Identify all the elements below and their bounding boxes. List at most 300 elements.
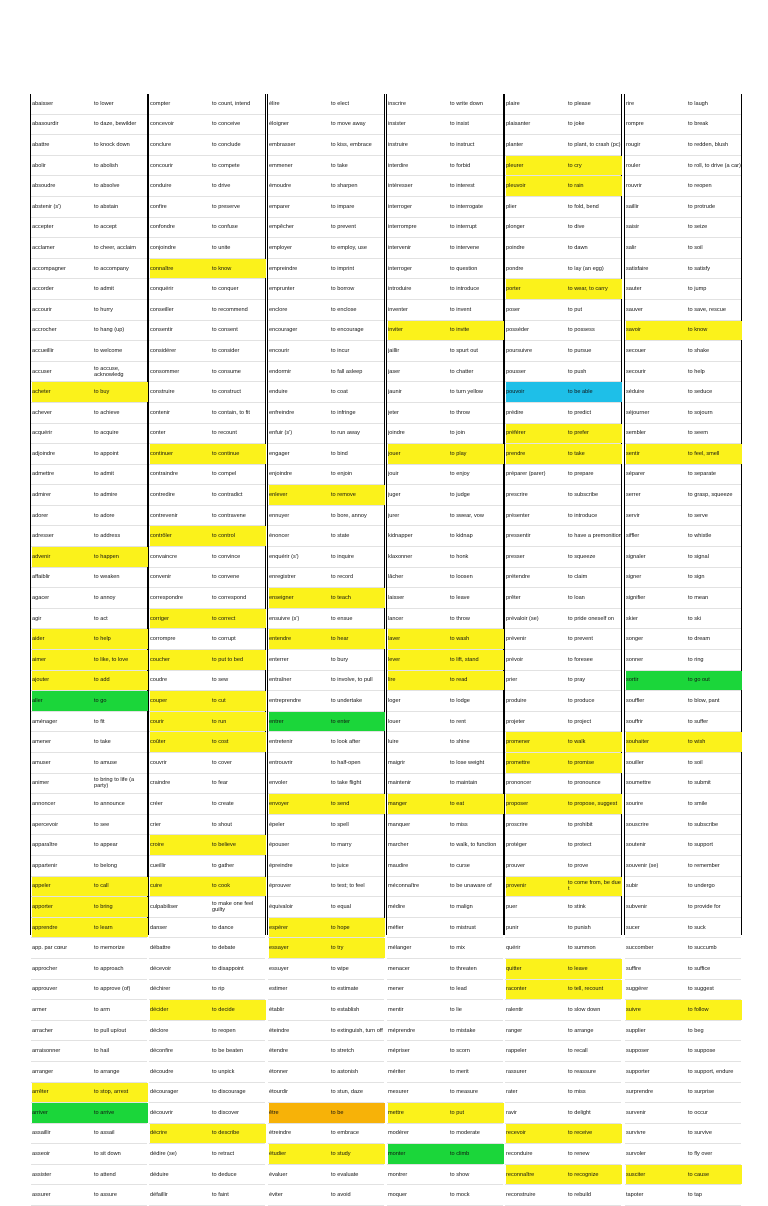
- english-translation: to mistake: [450, 1027, 476, 1034]
- french-verb: aménager: [32, 718, 58, 725]
- french-verb: agir: [32, 615, 42, 622]
- french-verb: décider: [150, 1000, 208, 1020]
- verb-row: [625, 794, 741, 815]
- english-translation: to record: [331, 574, 354, 581]
- english-translation: to put: [446, 1103, 504, 1123]
- verb-row: [625, 650, 741, 671]
- verb-row: [149, 629, 265, 650]
- english-translation: to enter: [327, 712, 385, 732]
- french-verb: servir: [626, 512, 640, 519]
- verb-row: [387, 877, 503, 898]
- verb-row: [387, 1124, 503, 1145]
- french-verb: évaluer: [269, 1171, 288, 1178]
- french-verb: reconnaître: [506, 1165, 564, 1185]
- french-verb: punir: [506, 924, 519, 931]
- french-verb: crier: [150, 821, 161, 828]
- english-translation: to play: [446, 444, 504, 464]
- verb-row: [31, 794, 147, 815]
- english-translation: to walk: [564, 732, 622, 752]
- french-verb: contredire: [150, 492, 175, 499]
- french-verb: ennuyer: [269, 512, 290, 519]
- verb-row: [268, 485, 384, 506]
- verb-row: [31, 238, 147, 259]
- french-verb: découvrir: [150, 1109, 174, 1116]
- french-verb: sonner: [626, 656, 644, 663]
- verb-row: [31, 547, 147, 568]
- verb-row: [149, 547, 265, 568]
- verb-row: [505, 1000, 621, 1021]
- verb-row: [387, 1185, 503, 1206]
- french-verb: app. par cœur: [32, 945, 68, 952]
- verb-row: [387, 94, 503, 115]
- french-verb: loger: [388, 698, 401, 705]
- french-verb: entrer: [269, 712, 327, 732]
- english-translation: to suffer: [688, 718, 709, 725]
- french-verb: lancer: [388, 615, 404, 622]
- english-translation: to happen: [90, 547, 148, 567]
- french-verb: emprunter: [269, 286, 295, 293]
- verb-row: [625, 1062, 741, 1083]
- verb-row: [625, 1165, 741, 1186]
- english-translation: to propose, suggest: [564, 794, 622, 814]
- verb-row: [268, 362, 384, 383]
- verb-row: [625, 94, 741, 115]
- french-verb: embrasser: [269, 141, 296, 148]
- english-translation: to amuse: [94, 759, 118, 766]
- verb-row: [149, 671, 265, 692]
- french-verb: rassurer: [506, 1068, 527, 1075]
- verb-row: [625, 279, 741, 300]
- english-translation: to cry: [564, 156, 622, 176]
- verb-row: [387, 218, 503, 239]
- verb-row: [268, 259, 384, 280]
- french-verb: endormir: [269, 368, 292, 375]
- french-verb: craindre: [150, 780, 171, 787]
- french-verb: sauter: [626, 286, 642, 293]
- verb-row: [625, 609, 741, 630]
- verb-row: [31, 568, 147, 589]
- english-translation: to separate: [688, 471, 716, 478]
- french-verb: planter: [506, 141, 524, 148]
- verb-row: [268, 1062, 384, 1083]
- french-verb: accrocher: [32, 327, 57, 334]
- french-verb: tapoter: [626, 1192, 644, 1199]
- english-translation: to sojourn: [688, 409, 713, 416]
- verb-row: [31, 444, 147, 465]
- french-verb: prévaloir (se): [506, 615, 539, 622]
- english-translation: to undertake: [331, 698, 363, 705]
- english-translation: to stun, daze: [331, 1089, 364, 1096]
- french-verb: agacer: [32, 595, 50, 602]
- english-translation: to describe: [208, 1124, 266, 1144]
- english-translation: to pride oneself on: [568, 615, 615, 622]
- verb-row: [31, 218, 147, 239]
- english-translation: to survive: [688, 1130, 712, 1137]
- verb-row: [387, 341, 503, 362]
- english-translation: to discourage: [212, 1089, 246, 1096]
- english-translation: to recognize: [564, 1165, 622, 1185]
- english-translation: to mean: [688, 595, 709, 602]
- french-verb: souffler: [626, 698, 645, 705]
- french-verb: sauver: [626, 306, 643, 313]
- english-translation: to embrace: [331, 1130, 359, 1137]
- english-translation: to accompany: [94, 265, 129, 272]
- english-translation: to suppose: [688, 1048, 716, 1055]
- french-verb: envoler: [269, 780, 288, 787]
- verb-row: [31, 197, 147, 218]
- english-translation: to arrange: [94, 1068, 120, 1075]
- english-translation: to bury: [331, 656, 349, 663]
- french-verb: puer: [506, 903, 518, 910]
- verb-row: [625, 938, 741, 959]
- verb-row: [505, 238, 621, 259]
- verb-row: [268, 94, 384, 115]
- french-verb: enclore: [269, 306, 288, 313]
- english-translation: to debate: [212, 945, 236, 952]
- verb-row: [31, 774, 147, 795]
- verb-row: [31, 341, 147, 362]
- verb-row: [31, 588, 147, 609]
- french-verb: éprouver: [269, 883, 292, 890]
- french-verb: achever: [32, 409, 52, 416]
- french-verb: emmener: [269, 162, 293, 169]
- english-translation: to forbid: [450, 162, 471, 169]
- french-verb: subvenir: [626, 903, 648, 910]
- verb-row: [149, 218, 265, 239]
- french-verb: pleurer: [506, 156, 564, 176]
- verb-column-2: [148, 94, 266, 1199]
- verb-row: [387, 568, 503, 589]
- french-verb: souvenir (se): [626, 862, 659, 869]
- verb-row: [625, 362, 741, 383]
- french-verb: étourdir: [269, 1089, 288, 1096]
- french-verb: contraindre: [150, 471, 178, 478]
- english-translation: to discover: [212, 1109, 240, 1116]
- english-translation: to assure: [94, 1192, 118, 1199]
- verb-row: [387, 526, 503, 547]
- french-verb: prier: [506, 677, 518, 684]
- english-translation: to call: [90, 877, 148, 897]
- english-translation: to turn yellow: [450, 389, 483, 396]
- verb-row: [268, 568, 384, 589]
- verb-row: [625, 238, 741, 259]
- french-verb: éteindre: [269, 1027, 290, 1034]
- english-translation: to climb: [446, 1144, 504, 1164]
- english-translation: to convene: [212, 574, 240, 581]
- english-translation: to equal: [331, 903, 351, 910]
- french-verb: prédire: [506, 409, 524, 416]
- english-translation: to be beaten: [212, 1048, 244, 1055]
- english-translation: to know: [208, 259, 266, 279]
- verb-row: [505, 300, 621, 321]
- english-translation: to leave: [450, 595, 470, 602]
- verb-row: [625, 959, 741, 980]
- french-verb: déduire: [150, 1171, 169, 1178]
- english-translation: to approve (of): [94, 986, 131, 993]
- french-verb: coûter: [150, 732, 208, 752]
- french-verb: considérer: [150, 347, 177, 354]
- french-verb: posséder: [506, 327, 530, 334]
- french-verb: amener: [32, 739, 51, 746]
- french-verb: mériter: [388, 1068, 406, 1075]
- french-verb: satisfaire: [626, 265, 649, 272]
- english-translation: to create: [212, 800, 234, 807]
- verb-row: [387, 629, 503, 650]
- french-verb: admirer: [32, 492, 51, 499]
- french-verb: apporter: [32, 897, 90, 917]
- french-verb: sourire: [626, 800, 644, 807]
- verb-row: [31, 115, 147, 136]
- verb-row: [268, 774, 384, 795]
- french-verb: souhaiter: [626, 732, 684, 752]
- french-verb: mépriser: [388, 1048, 410, 1055]
- french-verb: sortir: [626, 671, 684, 691]
- english-translation: to disappoint: [212, 965, 244, 972]
- verb-column-5: [504, 94, 622, 1199]
- verb-row: [31, 382, 147, 403]
- english-translation: to address: [94, 533, 121, 540]
- verb-row: [149, 1124, 265, 1145]
- verb-row: [268, 1185, 384, 1206]
- verb-row: [31, 980, 147, 1001]
- french-verb: confire: [150, 203, 167, 210]
- verb-row: [268, 938, 384, 959]
- english-translation: to buy: [90, 382, 148, 402]
- french-verb: recevoir: [506, 1124, 564, 1144]
- french-verb: mélanger: [388, 945, 412, 952]
- french-verb: couvrir: [150, 759, 167, 766]
- verb-row: [31, 877, 147, 898]
- english-translation: to half-open: [331, 759, 361, 766]
- english-translation: to seem: [688, 430, 708, 437]
- french-verb: assaillir: [32, 1130, 51, 1137]
- verb-row: [149, 835, 265, 856]
- verb-row: [505, 691, 621, 712]
- english-translation: to incur: [331, 347, 350, 354]
- french-verb: soumettre: [626, 780, 651, 787]
- verb-row: [268, 1124, 384, 1145]
- french-verb: encourir: [269, 347, 290, 354]
- french-verb: ensuivre (s'): [269, 615, 300, 622]
- verb-row: [268, 547, 384, 568]
- verb-row: [387, 774, 503, 795]
- verb-row: [625, 526, 741, 547]
- english-translation: to ring: [688, 656, 704, 663]
- french-verb: compter: [150, 100, 171, 107]
- french-verb: conseiller: [150, 306, 174, 313]
- english-translation: to take: [331, 162, 348, 169]
- english-translation: to fall asleep: [331, 368, 363, 375]
- verb-row: [149, 485, 265, 506]
- english-translation: to accept: [94, 224, 117, 231]
- verb-row: [387, 485, 503, 506]
- english-translation: to continue: [208, 444, 266, 464]
- verb-row: [149, 918, 265, 939]
- english-translation: to recall: [568, 1048, 588, 1055]
- verb-row: [31, 918, 147, 939]
- english-translation: to reassure: [568, 1068, 596, 1075]
- english-translation: to chatter: [450, 368, 474, 375]
- verb-row: [387, 918, 503, 939]
- french-verb: consentir: [150, 327, 173, 334]
- french-verb: rougir: [626, 141, 641, 148]
- verb-row: [149, 753, 265, 774]
- english-translation: to consider: [212, 347, 240, 354]
- french-verb: sucer: [626, 924, 640, 931]
- french-verb: quérir: [506, 945, 521, 952]
- french-verb: signifier: [626, 595, 646, 602]
- english-translation: to lead: [450, 986, 467, 993]
- english-translation: to fold, bend: [568, 203, 599, 210]
- french-verb: montrer: [388, 1171, 408, 1178]
- french-verb: joindre: [388, 430, 405, 437]
- english-translation: to ensue: [331, 615, 353, 622]
- verb-row: [387, 135, 503, 156]
- verb-row: [625, 218, 741, 239]
- english-translation: to produce: [568, 698, 595, 705]
- verb-row: [625, 671, 741, 692]
- english-translation: to arm: [94, 1006, 110, 1013]
- french-verb: enfreindre: [269, 409, 295, 416]
- verb-row: [149, 650, 265, 671]
- english-translation: to know: [684, 321, 742, 341]
- french-verb: éviter: [269, 1192, 283, 1199]
- french-verb: énoncer: [269, 533, 290, 540]
- english-translation: to daze, bewilder: [94, 121, 137, 128]
- french-verb: jouer: [388, 444, 446, 464]
- verb-row: [625, 382, 741, 403]
- english-translation: to rip: [212, 986, 225, 993]
- english-translation: to enjoin: [331, 471, 353, 478]
- verb-row: [149, 238, 265, 259]
- verb-row: [505, 1144, 621, 1165]
- english-translation: to pray: [568, 677, 586, 684]
- french-verb: absoudre: [32, 183, 56, 190]
- english-translation: to stop, arrest: [90, 1083, 148, 1103]
- french-verb: abaisser: [32, 100, 54, 107]
- french-verb: promettre: [506, 753, 564, 773]
- french-verb: soutenir: [626, 842, 646, 849]
- french-verb: séjourner: [626, 409, 650, 416]
- french-verb: amuser: [32, 759, 51, 766]
- english-translation: to soil: [688, 244, 703, 251]
- verb-row: [268, 238, 384, 259]
- french-verb: conjoindre: [150, 244, 176, 251]
- english-translation: to write down: [450, 100, 483, 107]
- english-translation: to lodge: [450, 698, 470, 705]
- verb-row: [387, 938, 503, 959]
- english-translation: to feel, smell: [684, 444, 742, 464]
- verb-row: [149, 341, 265, 362]
- verb-row: [149, 1165, 265, 1186]
- verb-row: [387, 856, 503, 877]
- french-verb: accourir: [32, 306, 52, 313]
- english-translation: to loan: [568, 595, 585, 602]
- verb-row: [268, 321, 384, 342]
- english-translation: to hail: [94, 1048, 109, 1055]
- french-verb: épouser: [269, 842, 290, 849]
- english-translation: to bring: [90, 897, 148, 917]
- verb-row: [625, 753, 741, 774]
- verb-row: [268, 1165, 384, 1186]
- verb-row: [387, 279, 503, 300]
- verb-row: [625, 1144, 741, 1165]
- verb-row: [387, 1103, 503, 1124]
- french-verb: séparer: [626, 471, 645, 478]
- french-verb: étreindre: [269, 1130, 292, 1137]
- verb-row: [387, 712, 503, 733]
- french-verb: pleuvoir: [506, 176, 564, 196]
- verb-row: [149, 897, 265, 918]
- english-translation: to state: [331, 533, 350, 540]
- french-verb: instruire: [388, 141, 408, 148]
- french-verb: arraisonner: [32, 1048, 61, 1055]
- english-translation: to sew: [212, 677, 229, 684]
- english-translation: to loosen: [450, 574, 473, 581]
- french-verb: lever: [388, 650, 446, 670]
- english-translation: to gather: [212, 862, 235, 869]
- verb-row: [31, 712, 147, 733]
- french-verb: saisir: [626, 224, 640, 231]
- verb-row: [149, 1083, 265, 1104]
- verb-row: [268, 732, 384, 753]
- english-translation: to contradict: [212, 492, 243, 499]
- english-translation: to support, endure: [688, 1068, 734, 1075]
- french-verb: protéger: [506, 842, 527, 849]
- english-translation: to go out: [684, 671, 742, 691]
- verb-row: [625, 176, 741, 197]
- french-verb: préparer (parer): [506, 471, 546, 478]
- verb-row: [268, 197, 384, 218]
- english-translation: to decide: [208, 1000, 266, 1020]
- english-translation: to appoint: [94, 450, 119, 457]
- verb-row: [387, 197, 503, 218]
- verb-row: [625, 485, 741, 506]
- french-verb: souffrir: [626, 718, 643, 725]
- french-verb: interdire: [388, 162, 409, 169]
- verb-row: [268, 341, 384, 362]
- french-verb: continuer: [150, 444, 208, 464]
- english-translation: to foresee: [568, 656, 593, 663]
- english-translation: to dive: [568, 224, 585, 231]
- verb-row: [149, 424, 265, 445]
- verb-row: [505, 279, 621, 300]
- verb-row: [387, 835, 503, 856]
- english-translation: to eat: [446, 794, 504, 814]
- verb-row: [505, 629, 621, 650]
- french-verb: décourager: [150, 1089, 179, 1096]
- verb-row: [268, 176, 384, 197]
- french-verb: acquérir: [32, 430, 53, 437]
- english-translation: to laugh: [688, 100, 708, 107]
- verb-row: [625, 1041, 741, 1062]
- english-translation: to cheer, acclaim: [94, 244, 136, 251]
- french-verb: aller: [32, 691, 90, 711]
- french-verb: approuver: [32, 986, 58, 993]
- verb-row: [268, 115, 384, 136]
- english-translation: to cut: [208, 691, 266, 711]
- verb-row: [505, 959, 621, 980]
- verb-row: [149, 1144, 265, 1165]
- verb-row: [505, 382, 621, 403]
- english-translation: to estimate: [331, 986, 359, 993]
- english-translation: to try: [327, 938, 385, 958]
- english-translation: to pronounce: [568, 780, 601, 787]
- french-verb: entrouvrir: [269, 759, 293, 766]
- french-verb: abolir: [32, 162, 46, 169]
- verb-row: [31, 485, 147, 506]
- verb-row: [268, 506, 384, 527]
